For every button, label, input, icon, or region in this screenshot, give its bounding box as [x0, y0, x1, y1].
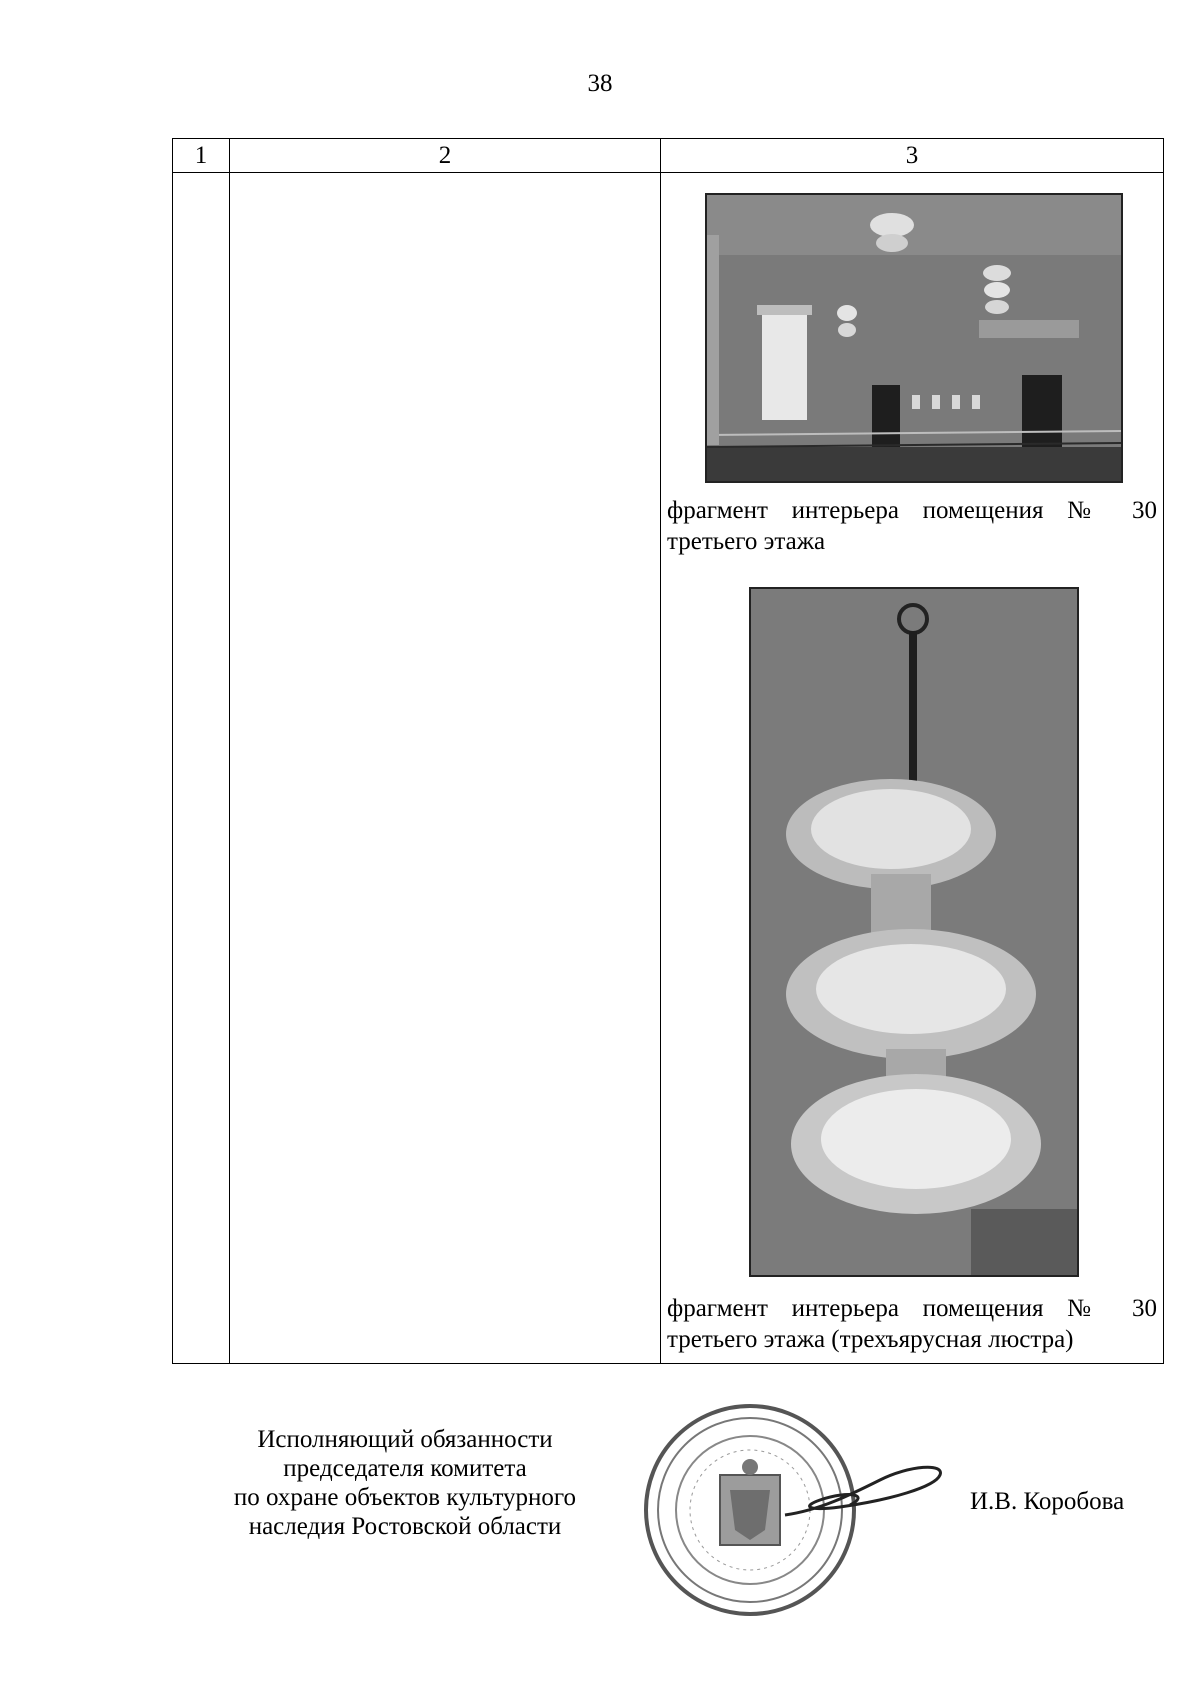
chandelier-photo-icon [751, 589, 1077, 1275]
photo-caption: фрагмент интерьера помещения № 30 третьего этажа (трехъярусная люстра) [667, 1295, 1157, 1353]
interior-photo [705, 193, 1123, 483]
header-col-1: 1 [173, 139, 230, 173]
table-row [173, 173, 1164, 1364]
interior-photo-icon [707, 195, 1121, 481]
handwritten-signature-icon [780, 1455, 950, 1525]
photo-caption: фрагмент интерьера помещения № 30 третьего этажа [667, 497, 1157, 555]
document-table [172, 138, 1164, 1364]
table-header-row [173, 139, 1164, 173]
cell-col-3 [661, 173, 1164, 1364]
signatory-line: по охране объектов культурного [233, 1484, 577, 1511]
signatory-line: Исполняющий обязанности [257, 1426, 553, 1453]
signatory-line: председателя комитета [283, 1455, 527, 1482]
cell-col-2 [230, 173, 661, 1364]
photo-column [661, 173, 1163, 1363]
cell-col-1 [173, 173, 230, 1364]
chandelier-photo [749, 587, 1079, 1277]
header-col-3: 3 [661, 139, 1164, 173]
signatory-line: наследия Ростовской области [248, 1513, 562, 1540]
page-number: 38 [587, 70, 613, 97]
signatory-position [190, 1425, 620, 1541]
signatory-name: И.В. Коробова [970, 1488, 1125, 1515]
header-col-2: 2 [230, 139, 661, 173]
